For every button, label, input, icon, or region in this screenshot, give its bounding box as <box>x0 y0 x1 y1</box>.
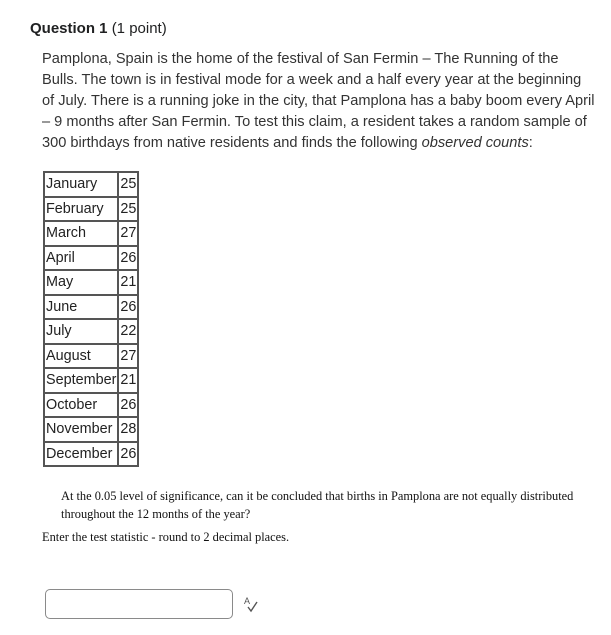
count-cell: 26 <box>118 295 138 320</box>
table-row <box>44 197 138 222</box>
question-prompt: At the 0.05 level of significance, can it be concluded that births in Pamplona are not equally distributed throughout the 12 months of the year? <box>61 489 574 521</box>
count-cell: 26 <box>118 246 138 271</box>
count-cell: 22 <box>118 319 138 344</box>
table-row <box>44 368 138 393</box>
intro-text: Pamplona, Spain is the home of the festival of San Fermin – The Running of the Bulls. The town is in festival mode for a week and a half every year at the beginning of July. There is a running joke in the city, that Pamplona has a baby boom every April – 9 months after San Fermin. To test this claim, a resident takes a random sample of 300 birthdays from native residents and finds the following <box>42 51 595 151</box>
table-row <box>44 442 138 467</box>
month-cell: February <box>44 197 118 222</box>
table-row <box>44 295 138 320</box>
table-row <box>44 221 138 246</box>
month-cell: September <box>44 368 118 393</box>
svg-text:A: A <box>244 596 251 606</box>
intro-emphasis: observed counts <box>421 135 529 151</box>
count-cell: 26 <box>118 393 138 418</box>
count-cell: 25 <box>118 172 138 197</box>
intro-end: : <box>528 135 533 151</box>
count-cell: 25 <box>118 197 138 222</box>
table-row <box>44 417 138 442</box>
observed-counts-table <box>43 171 139 467</box>
table-row <box>44 246 138 271</box>
count-cell: 27 <box>118 344 138 369</box>
spellcheck-icon[interactable] <box>243 595 259 613</box>
table-row <box>44 172 138 197</box>
month-cell: March <box>44 221 118 246</box>
answer-input[interactable] <box>45 589 233 619</box>
table-row <box>44 393 138 418</box>
question-number: Question 1 <box>30 20 108 37</box>
month-cell: May <box>44 270 118 295</box>
instruction-text: Enter the test statistic - round to 2 decimal places. <box>42 530 290 544</box>
month-cell: June <box>44 295 118 320</box>
month-cell: April <box>44 246 118 271</box>
month-cell: December <box>44 442 118 467</box>
count-cell: 21 <box>118 270 138 295</box>
count-cell: 26 <box>118 442 138 467</box>
month-cell: August <box>44 344 118 369</box>
question-title <box>30 20 167 37</box>
table-row <box>44 270 138 295</box>
count-cell: 27 <box>118 221 138 246</box>
month-cell: November <box>44 417 118 442</box>
month-cell: October <box>44 393 118 418</box>
month-cell: July <box>44 319 118 344</box>
count-cell: 28 <box>118 417 138 442</box>
question-points: (1 point) <box>111 20 167 37</box>
table-row <box>44 319 138 344</box>
table-row <box>44 344 138 369</box>
count-cell: 21 <box>118 368 138 393</box>
question-intro <box>42 49 597 154</box>
month-cell: January <box>44 172 118 197</box>
